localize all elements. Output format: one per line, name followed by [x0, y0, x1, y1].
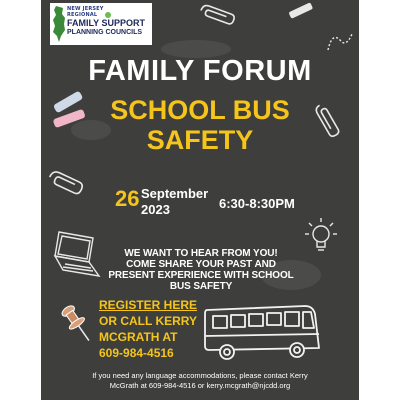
contact-line-1: If you need any language accommodations, please contact Kerry	[92, 371, 308, 380]
register-line-2: OR CALL KERRY	[99, 314, 198, 328]
laptop-icon	[49, 228, 107, 284]
page-title: FAMILY FORUM	[88, 55, 312, 87]
logo-line-1: NEW JERSEY	[67, 6, 104, 12]
chalk-icon	[47, 92, 91, 132]
contact-note	[85, 371, 315, 391]
register-link[interactable]: REGISTER HERE	[99, 298, 198, 312]
logo-line-3: FAMILY SUPPORT	[67, 18, 146, 28]
school-bus-icon	[201, 300, 326, 365]
nj-map-icon	[52, 6, 66, 42]
message-line-3: PRESENT EXPERIENCE WITH SCHOOL	[108, 270, 294, 281]
logo	[50, 3, 152, 45]
chalk-icon	[287, 4, 315, 18]
flyer	[41, 0, 359, 400]
paperclip-icon	[317, 95, 353, 137]
message-line-1: WE WANT TO HEAR FROM YOU!	[124, 248, 278, 259]
event-day: 26	[115, 186, 140, 211]
register-phone: 609-984-4516	[99, 346, 174, 360]
logo-line-4: PLANNING COUNCILS	[67, 29, 143, 36]
pushpin-icon	[61, 300, 95, 350]
logo-line-2: REGIONAL	[67, 12, 98, 18]
event-time: 6:30-8:30PM	[219, 196, 295, 211]
swirl-icon	[326, 30, 356, 55]
register-line-3: MCGRATH AT	[99, 330, 178, 344]
event-month: September	[141, 186, 209, 201]
event-year: 2023	[141, 202, 170, 217]
paperclip-icon	[45, 170, 85, 198]
lightbulb-icon	[301, 214, 341, 260]
subtitle-line-2: SAFETY	[146, 125, 254, 155]
message-line-2: COME SHARE YOUR PAST AND	[126, 259, 276, 270]
contact-line-2: McGrath at 609-984-4516 or kerry.mcgrath@njcdd.org	[109, 381, 291, 390]
message-line-4: BUS SAFETY	[169, 281, 233, 292]
paperclip-icon	[196, 6, 236, 26]
subtitle-line-1: SCHOOL BUS	[110, 95, 290, 125]
